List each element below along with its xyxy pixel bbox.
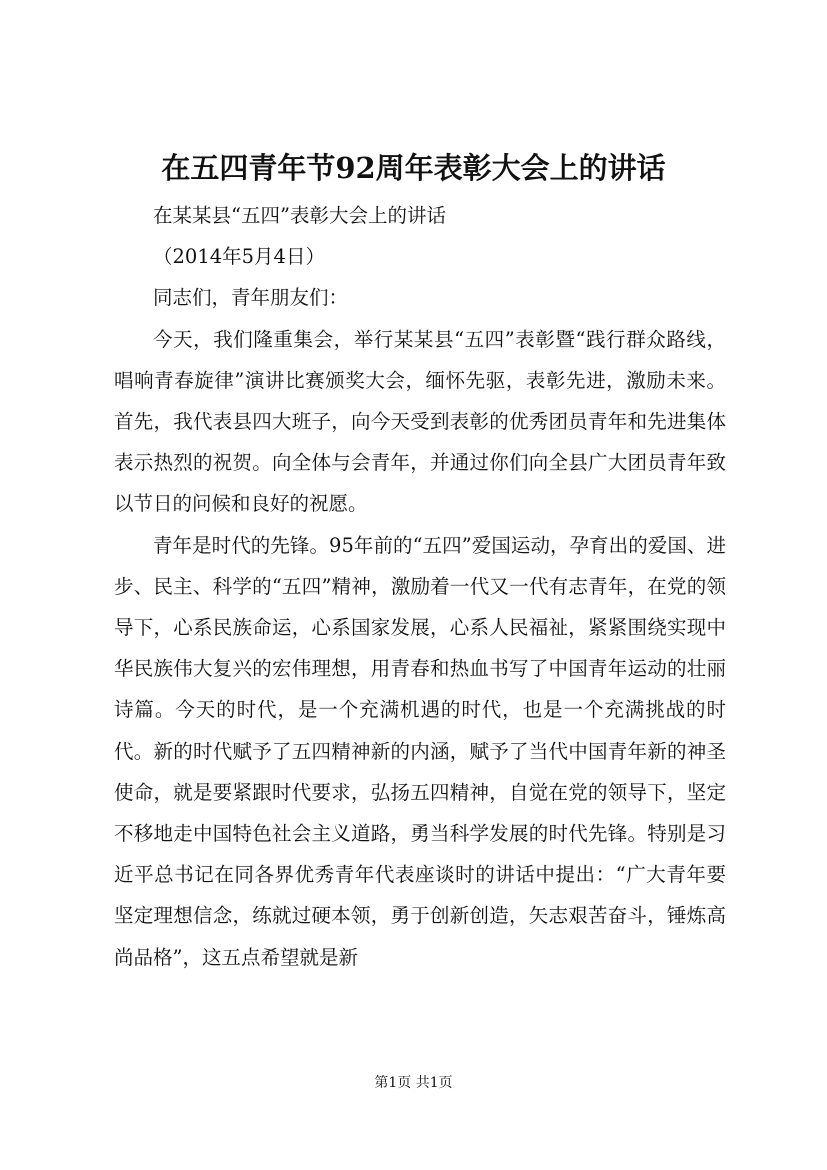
page-footer: 第1页 共1页 bbox=[374, 1075, 453, 1091]
body-paragraph: 青年是时代的先锋。95年前的“五四”爱国运动，孕育出的爱国、进步、民主、科学的“五四”精神，激励着一代又一代有志青年，在党的领导下，心系民族命运，心系国家发展，心系人民福祉，紧紧围绕实现中华民族伟大复兴的宏伟理想，用青春和热血书写了中国青年运动的壮丽诗篇。今天的时代，是一个充满机遇的时代，也是一个充满挑战的时代。新的时代赋予了五四精神新的内涵，赋予了当代中国青年新的神圣使命，就是要紧跟时代要求，弘扬五四精神，自觉在党的领导下，坚定不移地走中国特色社会主义道路，勇当科学发展的时代先锋。特别是习近平总书记在同各界优秀青年代表座谈时的讲话中提出：“广大青年要坚定理想信念，练就过硬本领，勇于创新创造，矢志艰苦奋斗，锤炼高尚品格”，这五点希望就是新 bbox=[114, 533, 726, 969]
document-salutation: 同志们，青年朋友们： bbox=[153, 286, 349, 310]
document-date: （2014年5月4日） bbox=[153, 245, 325, 269]
document-title: 在五四青年节92周年表彰大会上的讲话 bbox=[161, 151, 666, 185]
body-paragraph: 今天，我们隆重集会，举行某某县“五四”表彰暨“践行群众路线，唱响青春旋律”演讲比赛颁奖大会，缅怀先驱，表彰先进，激励未来。首先，我代表县四大班子，向今天受到表彰的优秀团员青年和先进集体表示热烈的祝贺。向全体与会青年，并通过你们向全县广大团员青年致以节日的问候和良好的祝愿。 bbox=[114, 327, 726, 516]
document-subtitle: 在某某县“五四”表彰大会上的讲话 bbox=[153, 204, 446, 227]
document-body bbox=[114, 195, 726, 978]
